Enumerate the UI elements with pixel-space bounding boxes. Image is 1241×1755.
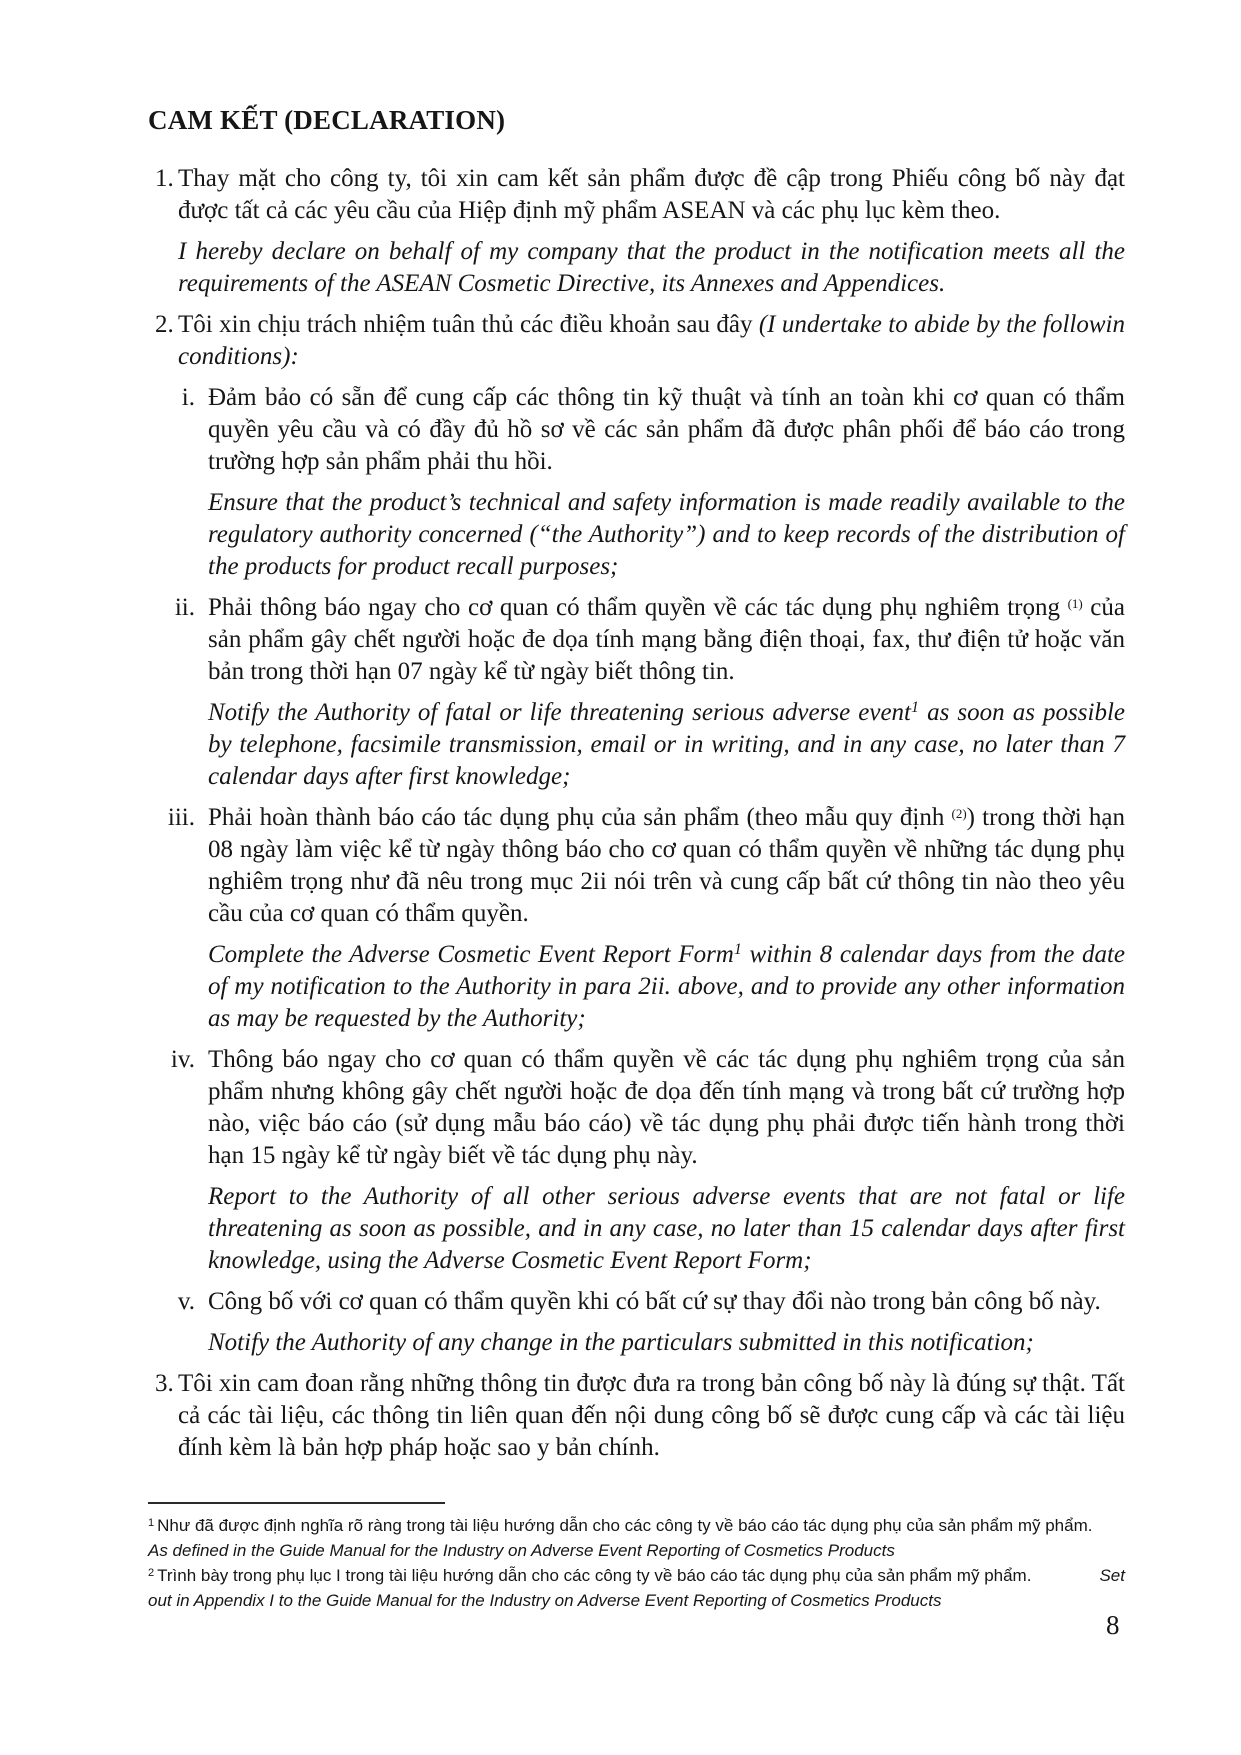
footnote-2-english-start: Set [1099,1566,1125,1585]
footnote-1-vi-text: Như đã được định nghĩa rõ ràng trong tài liệu hướng dẫn cho các công ty về báo cáo tác dụng phụ của sản phẩm mỹ phẩm. [157,1516,1093,1535]
condition-v-number: v. [177,1288,195,1315]
condition-iii-vi-lead: Phải hoàn thành báo cáo tác dụng phụ của sản phẩm (theo mẫu quy định [208,804,952,831]
item-1-text [178,163,1125,309]
condition-v [148,1286,1125,1368]
footnote-1-vietnamese [148,1513,1125,1538]
item-2-english-inline: (I undertake to abide by the followin conditions): [178,311,1125,370]
condition-iii [148,802,1125,1044]
condition-iii-text [208,802,1125,1044]
condition-iv-text [208,1044,1125,1286]
footnote-1-english: As defined in the Guide Manual for the Industry on Adverse Event Reporting of Cosmetics Products [148,1541,895,1560]
footnote-2-vi-text: Trình bày trong phụ lục I trong tài liệu hướng dẫn cho các công ty về báo cáo tác dụng phụ của sản phẩm mỹ phẩm. [157,1566,1032,1585]
item-2-vietnamese-lead: Tôi xin chịu trách nhiệm tuân thủ các điều khoản sau đây [178,311,759,338]
condition-i [148,382,1125,592]
footnote-2-marker: 2 [148,1567,155,1579]
condition-ii-vietnamese [208,592,1125,688]
declaration-section [148,104,1125,1473]
page-number: 8 [1106,1610,1120,1640]
condition-ii-number: ii. [174,594,195,621]
condition-iii-vietnamese [208,802,1125,930]
condition-v-text [208,1286,1125,1368]
numbered-item-3 [148,1368,1125,1473]
footnote-ref-2-vi: (2) [951,806,967,821]
item-3-text [178,1368,1125,1473]
condition-i-text [208,382,1125,592]
item-2-vietnamese [178,309,1125,373]
item-1-number: 1. [155,165,174,192]
footnote-ref-1-vi: (1) [1067,596,1083,611]
condition-ii-en-tail: as soon as possible by telephone, facsimile transmission, email or in writing, and in any case, no later than 7 calendar days after first knowledge; [208,699,1126,790]
condition-i-number: i. [181,384,195,411]
condition-iv-english: Report to the Authority of all other serious adverse events that are not fatal or life threatening as soon as possible, and in any case, no later than 15 calendar days after first knowledge, using the Adverse Cosmetic Event Report Form; [208,1183,1125,1274]
item-3-vietnamese: Tôi xin cam đoan rằng những thông tin được đưa ra trong bản công bố này là đúng sự thật. Tất cả các tài liệu, các thông tin liên quan đến nội dung công bố sẽ được cung cấp và các tài liệu đính kèm là bản hợp pháp hoặc sao y bản chính. [178,1370,1125,1461]
condition-v-vietnamese: Công bố với cơ quan có thẩm quyền khi có bất cứ sự thay đổi nào trong bản công bố này. [208,1288,1101,1315]
condition-v-english: Notify the Authority of any change in the particulars submitted in this notification; [208,1329,1034,1356]
footnote-separator [148,1502,445,1504]
condition-iii-number: iii. [167,804,195,831]
condition-iv-vietnamese: Thông báo ngay cho cơ quan có thẩm quyền về các tác dụng phụ nghiêm trọng của sản phẩm nhưng không gây chết người hoặc đe dọa đến tính mạng và trong bất cứ trường hợp nào, việc báo cáo (sử dụng mẫu báo cáo) về tác dụng phụ phải được tiến hành trong thời hạn 15 ngày kể từ ngày biết về tác dụng phụ này. [208,1046,1125,1169]
numbered-item-2 [148,309,1125,382]
footnote-2-vietnamese [148,1563,1125,1588]
condition-ii-en-lead: Notify the Authority of fatal or life threatening serious adverse event [208,699,912,726]
footnote-2-vi-line [148,1563,1031,1588]
footnote-ref-1-en: 1 [911,699,920,716]
condition-ii-english [208,697,1125,793]
condition-iii-en-tail: within 8 calendar days from the date of my notification to the Authority in para 2ii. above, and to provide any other information as may be requested by the Authority; [208,941,1126,1032]
page-title: CAM KẾT (DECLARATION) [148,105,506,135]
condition-i-vietnamese: Đảm bảo có sẵn để cung cấp các thông tin kỹ thuật và tính an toàn khi cơ quan có thẩm quyền yêu cầu và có đầy đủ hồ sơ về các sản phẩm đã được phân phối để báo cáo trong trường hợp sản phẩm phải thu hồi. [208,384,1125,475]
item-2-number: 2. [155,311,174,338]
footnote-ref-2-en: 1 [733,941,742,958]
condition-ii [148,592,1125,802]
footnotes [148,1502,1125,1613]
item-1-english: I hereby declare on behalf of my company that the product in the notification meets all the requirements of the ASEAN Cosmetic Directive, its Annexes and Appendices. [178,238,1125,297]
item-2-text [178,309,1125,382]
condition-iii-en-lead: Complete the Adverse Cosmetic Event Report Form [208,941,734,968]
item-1-vietnamese: Thay mặt cho công ty, tôi xin cam kết sản phẩm được đề cập trong Phiếu công bố này đạt được tất cả các yêu cầu của Hiệp định mỹ phẩm ASEAN và các phụ lục kèm theo. [178,165,1125,224]
footnote-1-marker: 1 [148,1517,155,1529]
condition-ii-text [208,592,1125,802]
footnote-2-english-continuation: out in Appendix I to the Guide Manual for the Industry on Adverse Event Reporting of Cosmetics Products [148,1591,942,1610]
item-3-number: 3. [155,1370,174,1397]
condition-ii-vi-tail: của sản phẩm gây chết người hoặc đe dọa tính mạng bằng điện thoại, fax, thư điện tử hoặc văn bản trong thời hạn 07 ngày kể từ ngày biết thông tin. [208,594,1125,685]
condition-iii-english [208,939,1125,1035]
condition-ii-vi-lead: Phải thông báo ngay cho cơ quan có thẩm quyền về các tác dụng phụ nghiêm trọng [208,594,1068,621]
condition-iii-vi-tail: ) trong thời hạn 08 ngày làm việc kể từ ngày thông báo cho cơ quan có thẩm quyền về những tác dụng phụ nghiêm trọng như đã nêu trong mục 2ii nói trên và cung cấp bất cứ thông tin nào theo yêu cầu của cơ quan có thẩm quyền. [208,804,1125,927]
condition-i-english: Ensure that the product’s technical and safety information is made readily available to the regulatory authority concerned (“the Authority”) and to keep records of the distribution of the products for product recall purposes; [208,489,1125,580]
condition-iv [148,1044,1125,1286]
condition-iv-number: iv. [170,1046,195,1073]
numbered-item-1 [148,163,1125,309]
